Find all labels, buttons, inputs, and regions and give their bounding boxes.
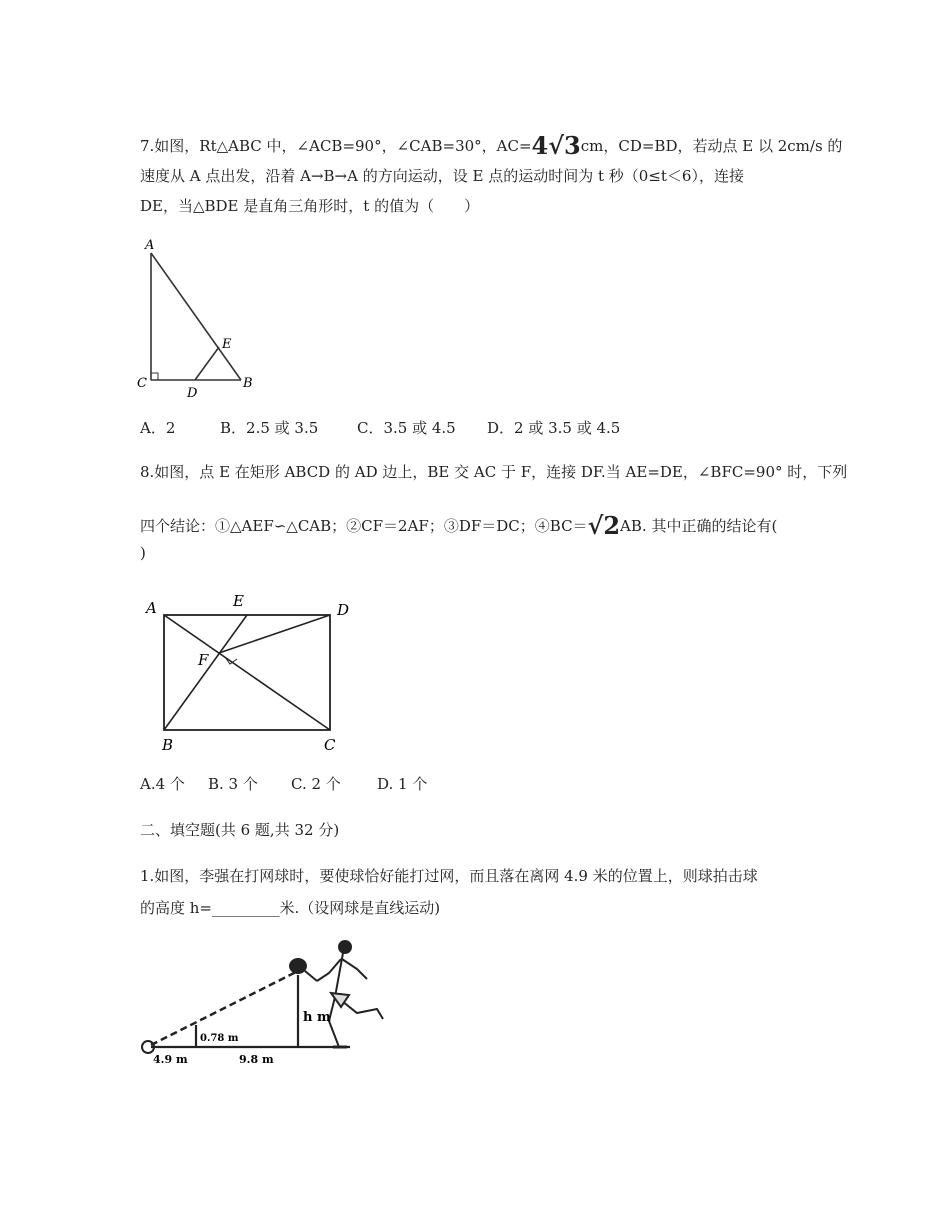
q8-option-c: C. 2 个 bbox=[291, 775, 341, 793]
q7-triangle-figure bbox=[135, 235, 275, 405]
q8-option-a: A.4 个 bbox=[140, 775, 185, 793]
q8-rectangle-figure bbox=[140, 588, 360, 758]
player-figure bbox=[317, 941, 383, 1047]
q7-label-e: E bbox=[222, 337, 232, 352]
q7-line-1 bbox=[140, 131, 843, 160]
q8-label-b: B bbox=[162, 736, 174, 754]
q8-line-2 bbox=[140, 511, 778, 540]
q8-label-c: C bbox=[324, 736, 336, 754]
q7-ac-value: 4√3 bbox=[531, 131, 581, 160]
q7-label-d: D bbox=[187, 386, 198, 401]
q8-option-b: B. 3 个 bbox=[208, 775, 258, 793]
label-h: h m bbox=[303, 1010, 331, 1025]
label-4-9m: 4.9 m bbox=[153, 1053, 188, 1066]
q8-options bbox=[140, 773, 427, 794]
q8-line-1: 8.如图，点 E 在矩形 ABCD 的 AD 边上，BE 交 AC 于 F，连接 DF.当 AE=DE，∠BFC=90° 时，下列 bbox=[140, 463, 848, 481]
q7-label-b: B bbox=[243, 376, 253, 391]
q7-option-c: C．3.5 或 4.5 bbox=[357, 419, 456, 437]
q7-option-a: A．2 bbox=[140, 419, 176, 437]
q7-options bbox=[140, 417, 620, 438]
q8-text-a: 四个结论：①△AEF∽△CAB；②CF＝2AF；③DF＝DC；④BC＝ bbox=[140, 517, 588, 535]
q7-label-a: A bbox=[145, 238, 155, 253]
q7-text-a: 7.如图，Rt△ABC 中，∠ACB=90°，∠CAB=30°，AC= bbox=[140, 137, 532, 155]
q7-line-2: 速度从 A 点出发，沿着 A→B→A 的方向运动，设 E 点的运动时间为 t 秒（0≤t＜6），连接 bbox=[140, 167, 744, 185]
q8-text-b: AB. 其中正确的结论有( bbox=[620, 517, 778, 535]
q8-label-a: A bbox=[146, 599, 157, 617]
q8-label-e: E bbox=[233, 592, 244, 610]
q8-label-f: F bbox=[198, 651, 209, 669]
q8-option-d: D. 1 个 bbox=[377, 775, 428, 793]
tennis-figure bbox=[135, 935, 395, 1070]
q8-sqrt2: √2 bbox=[587, 511, 621, 540]
q7-option-d: D．2 或 3.5 或 4.5 bbox=[487, 419, 621, 437]
label-9-8m: 9.8 m bbox=[239, 1053, 274, 1066]
q8-line-3: ) bbox=[140, 544, 146, 562]
q7-option-b: B．2.5 或 3.5 bbox=[220, 419, 319, 437]
q8-label-d: D bbox=[337, 601, 350, 619]
section-title: 二、填空题(共 6 题,共 32 分) bbox=[140, 821, 340, 839]
fill1-line-2: 的高度 h=_________米.（设网球是直线运动) bbox=[140, 899, 441, 917]
label-net-height: 0.78 m bbox=[200, 1033, 239, 1044]
fill1-line-1: 1.如图，李强在打网球时，要使球恰好能打过网，而且落在离网 4.9 米的位置上，则球拍击球 bbox=[140, 867, 758, 885]
q7-line-3: DE，当△BDE 是直角三角形时，t 的值为（ ） bbox=[140, 197, 480, 215]
q7-text-b: cm，CD=BD，若动点 E 以 2cm/s 的 bbox=[580, 137, 843, 155]
q7-label-c: C bbox=[137, 376, 147, 391]
